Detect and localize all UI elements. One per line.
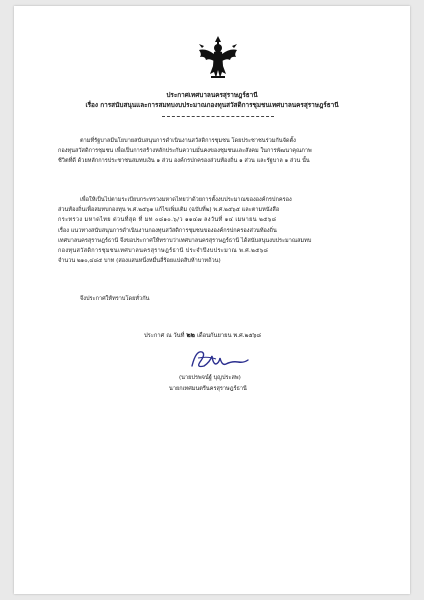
garuda-emblem-icon — [196, 34, 240, 82]
text-line: ส่วนท้องถิ่นเพื่อสมทบกองทุน พ.ศ.๒๕๖๑ แก้ไขเพิ่มเติม (ฉบับที่๒) พ.ศ.๒๕๖๕ และตามหนังสือ — [58, 207, 280, 214]
text-line: กองทุนสวัสดิการชุมชนเทศบาลนครสุราษฎร์ธานี ประจำปีงบประมาณ พ.ศ.๒๕๖๘ — [58, 248, 269, 255]
text-line: จำนวน ๒๑๐,๔๘๕ บาท (สองแสนหนึ่งหมื่นสี่ร้อยแปดสิบห้าบาทถ้วน) — [58, 258, 221, 265]
announcement-date — [144, 329, 261, 340]
paragraph-background — [58, 136, 388, 167]
text-line: ตามที่รัฐบาลมีนโยบายสนับสนุนการดำเนินงานสวัสดิการชุมชน โดยประชาชนร่วมกันจัดตั้ง — [80, 138, 296, 144]
date-day: ๒๒ — [186, 331, 196, 339]
text-line: เทศบาลนครสุราษฎร์ธานี จึงขอประกาศให้ทราบว่าเทศบาลนครสุราษฎร์ธานี ได้สนับสนุนงบประมาณสมทบ — [58, 237, 312, 244]
date-prefix: ประกาศ ณ วันที่ — [144, 333, 185, 339]
signer-name: (นายปรพจน์ฐ์ บุญประสพ) — [179, 375, 241, 381]
closing-statement — [58, 294, 388, 304]
signer-position: นายกเทศมนตรีนครสุราษฎร์ธานี — [169, 386, 247, 392]
text-line: กระทรวง มหาดไทย ด่วนที่สุด ที่ มท ๐๘๑๐.๖/ว ๑๑๔๗ ลงวันที่ ๑๔ เมษายน ๒๕๖๘ — [58, 217, 277, 224]
document-page — [14, 6, 410, 594]
text-line: เพื่อให้เป็นไปตามระเบียบกระทรวงมหาดไทยว่าด้วยการตั้งงบประมาณขององค์กรปกครอง — [80, 197, 292, 203]
paragraph-regulation — [58, 195, 388, 266]
title-divider — [162, 116, 274, 117]
handwritten-signature — [186, 346, 250, 372]
date-suffix: เดือนกันยายน พ.ศ.๒๕๖๘ — [196, 333, 261, 339]
text-line: เรื่อง แนวทางสนับสนุนการดำเนินงานกองทุนสวัสดิการชุมชนขององค์กรปกครองส่วนท้องถิ่น — [58, 227, 277, 234]
announcement-title: ประกาศเทศบาลนครสุราษฎร์ธานี — [166, 91, 258, 99]
announcement-subject: เรื่อง การสนับสนุนและการสมทบงบประมาณกองทุนสวัสดิการชุมชนเทศบาลนครสุราษฎร์ธานี — [85, 101, 339, 109]
text-line: จึงประกาศให้ทราบโดยทั่วกัน — [80, 296, 150, 302]
text-line: ชีวิตที่ดี ด้วยหลักการประชาชนสมทบเงิน ๑ ส่วน องค์กรปกครองส่วนท้องถิ่น ๑ ส่วน และรัฐบาล ๑ ส่วน นั้น — [58, 158, 310, 165]
text-line: กองทุนสวัสดิการชุมชน เพื่อเป็นการสร้างหลักประกันความมั่นคงของชุมชนและสังคม ในการพัฒนาคุณภาพ — [58, 148, 312, 155]
